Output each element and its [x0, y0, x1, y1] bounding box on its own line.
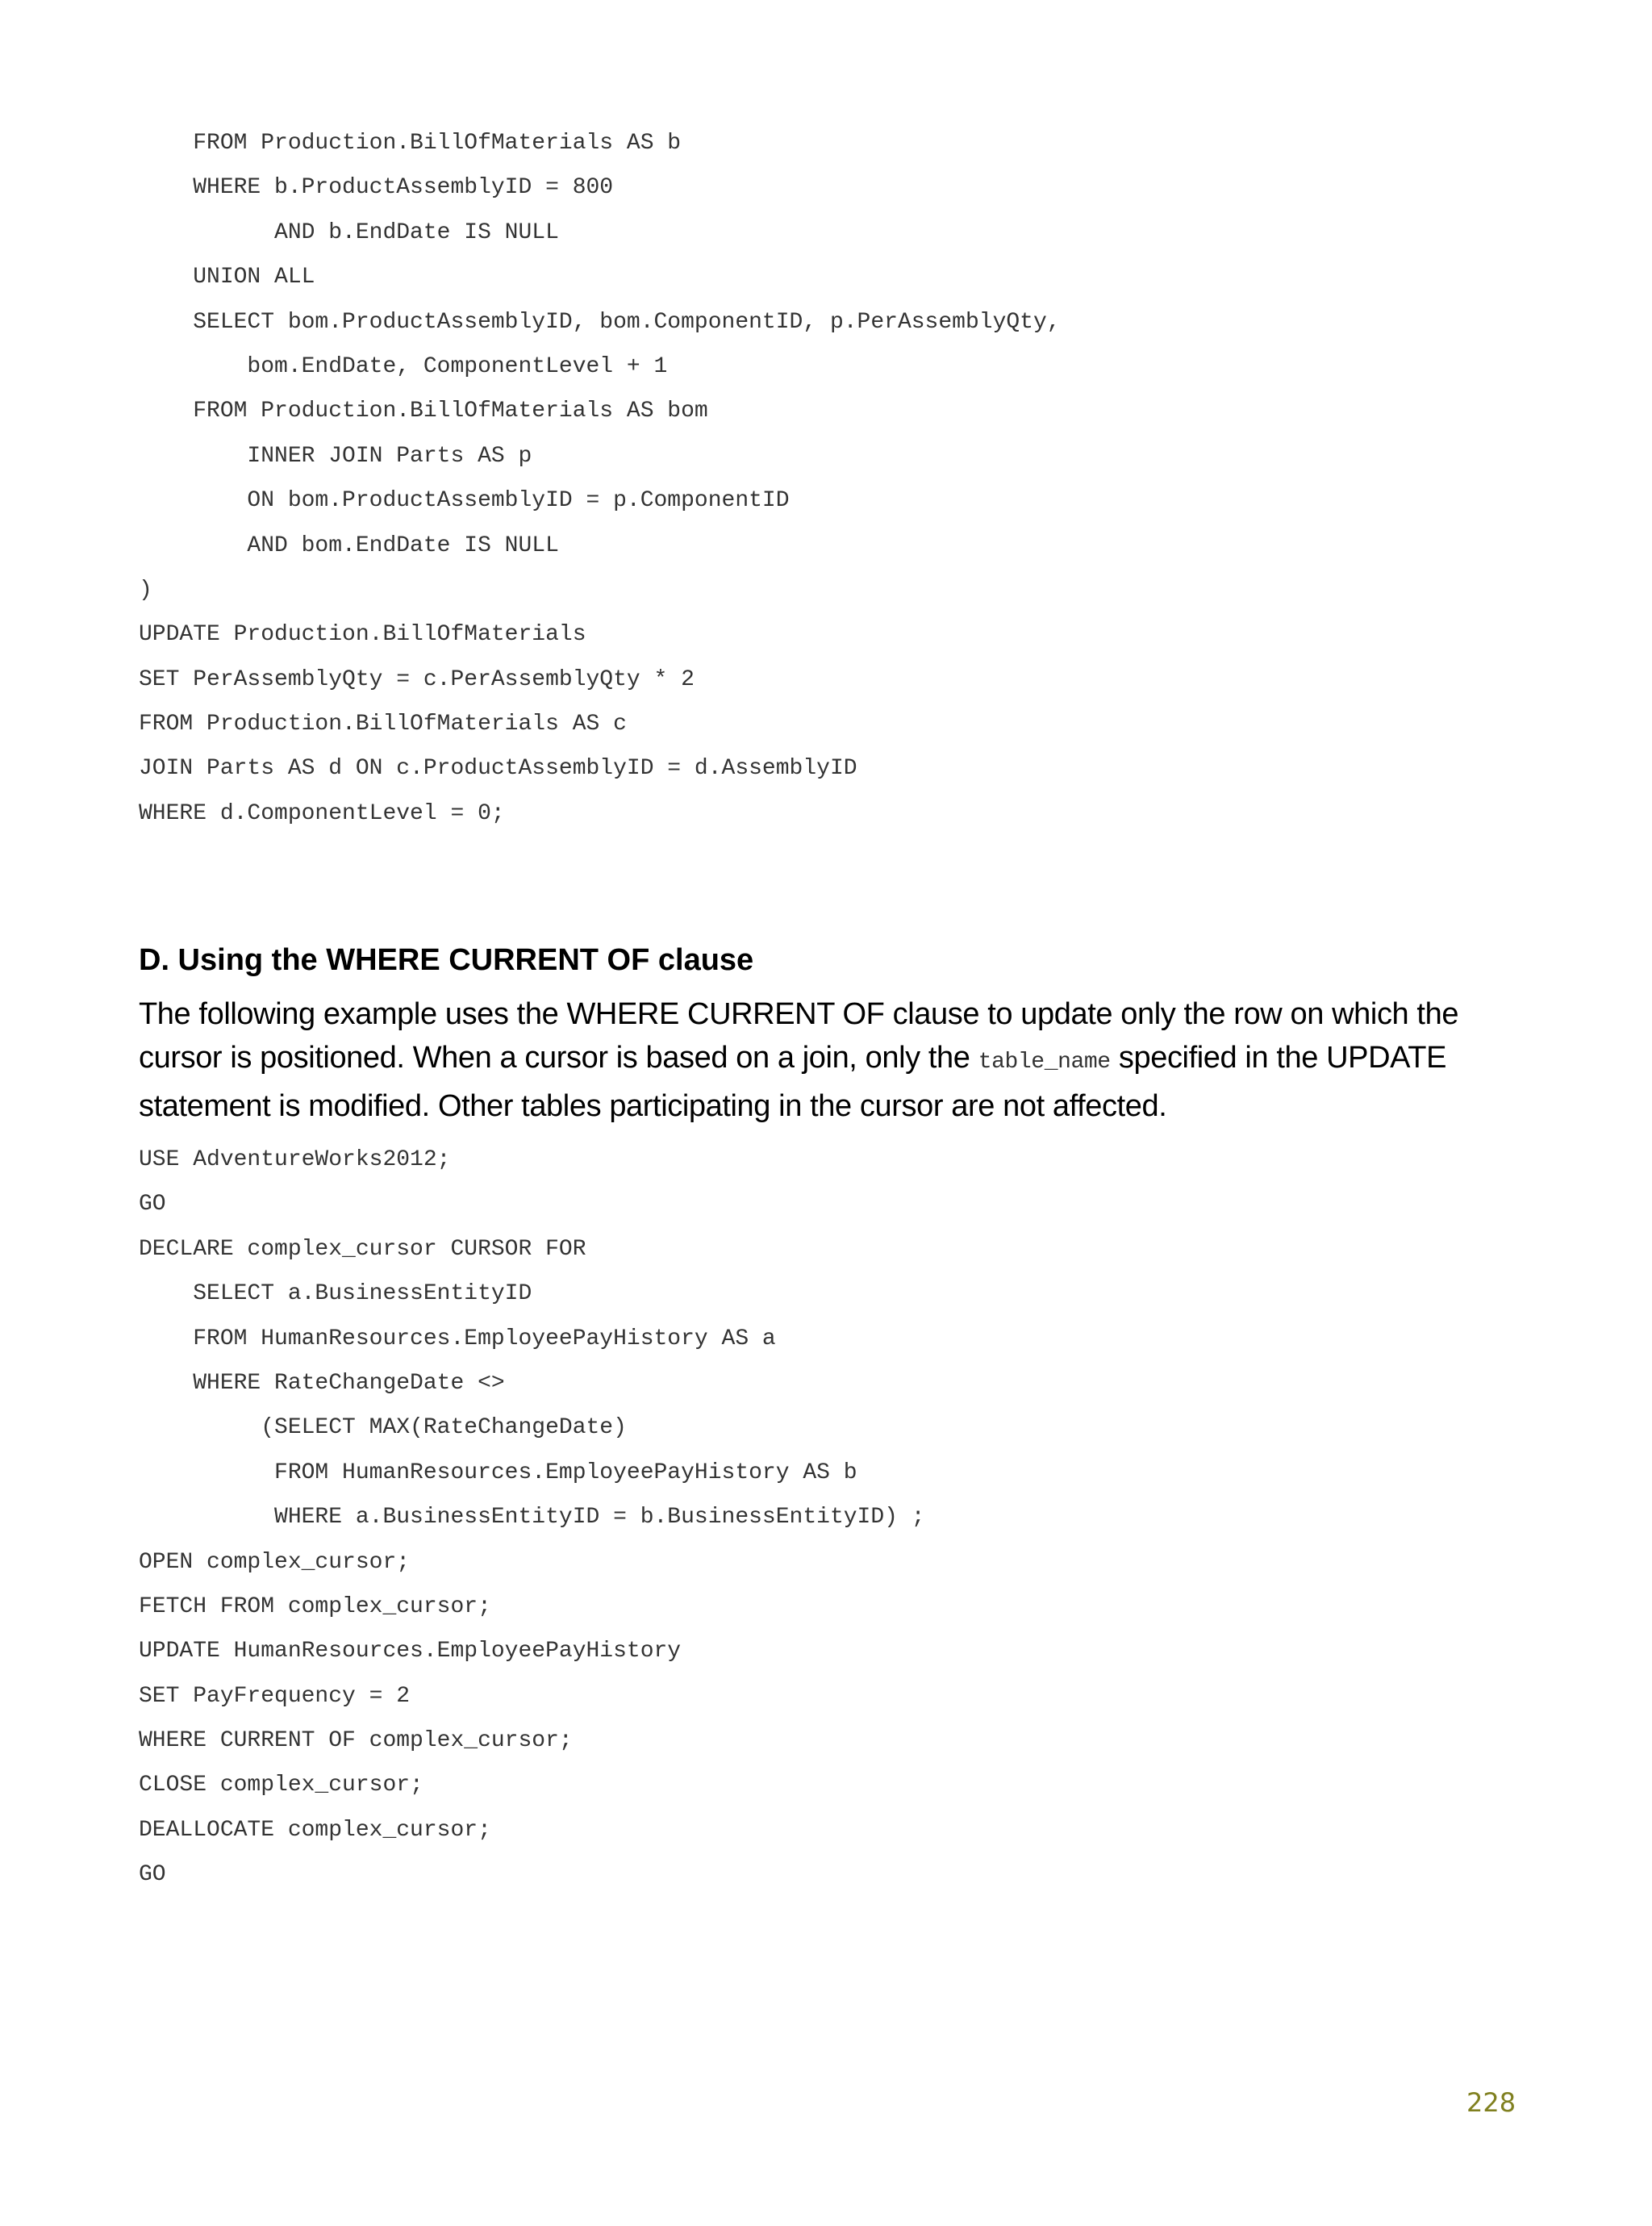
paragraph-text: The following example uses the WHERE CURRENT OF clause to update only the row on which the cursor is positioned. When a cursor is based on a join, only the — [139, 997, 1459, 1075]
code-line: ) — [139, 577, 152, 603]
code-line: OPEN complex_cursor; — [139, 1549, 411, 1575]
inline-code-table-name: table_name — [978, 1050, 1111, 1075]
code-line: (SELECT MAX(RateChangeDate) — [139, 1415, 627, 1441]
code-line: SET PerAssemblyQty = c.PerAssemblyQty * 2 — [139, 666, 695, 692]
code-line: WHERE a.BusinessEntityID = b.BusinessEntityID) ; — [139, 1505, 925, 1531]
code-line: FROM HumanResources.EmployeePayHistory AS b — [139, 1460, 857, 1485]
code-block-cursor-update — [139, 1138, 925, 1898]
code-line: AND bom.EndDate IS NULL — [139, 532, 559, 558]
code-line: FROM Production.BillOfMaterials AS b — [139, 131, 682, 156]
code-line: FROM Production.BillOfMaterials AS bom — [139, 399, 708, 424]
code-line: WHERE b.ProductAssemblyID = 800 — [139, 175, 614, 201]
code-line: bom.EndDate, ComponentLevel + 1 — [139, 353, 668, 379]
code-line: ON bom.ProductAssemblyID = p.ComponentID — [139, 488, 790, 514]
code-line: WHERE CURRENT OF complex_cursor; — [139, 1728, 573, 1754]
section-heading: D. Using the WHERE CURRENT OF clause — [139, 943, 754, 977]
code-line: USE AdventureWorks2012; — [139, 1147, 451, 1172]
code-line: AND b.EndDate IS NULL — [139, 219, 559, 245]
code-line: UNION ALL — [139, 265, 315, 290]
code-line: DECLARE complex_cursor CURSOR FOR — [139, 1236, 586, 1262]
code-line: JOIN Parts AS d ON c.ProductAssemblyID = d.AssemblyID — [139, 756, 857, 782]
code-line: SELECT bom.ProductAssemblyID, bom.ComponentID, p.PerAssemblyQty, — [139, 309, 1061, 335]
section-paragraph — [139, 992, 1526, 1128]
code-line: FROM Production.BillOfMaterials AS c — [139, 712, 627, 737]
code-line: UPDATE Production.BillOfMaterials — [139, 622, 586, 648]
code-line: UPDATE HumanResources.EmployeePayHistory — [139, 1639, 682, 1664]
code-line: DEALLOCATE complex_cursor; — [139, 1817, 491, 1843]
code-line: SET PayFrequency = 2 — [139, 1683, 411, 1709]
code-line: INNER JOIN Parts AS p — [139, 443, 532, 469]
code-line: WHERE RateChangeDate <> — [139, 1370, 505, 1396]
code-line: GO — [139, 1862, 166, 1888]
page-number: 228 — [1466, 2087, 1516, 2118]
code-line: SELECT a.BusinessEntityID — [139, 1281, 532, 1307]
code-block-cte-update — [139, 121, 1061, 836]
code-line: FETCH FROM complex_cursor; — [139, 1593, 491, 1619]
code-line: FROM HumanResources.EmployeePayHistory AS a — [139, 1326, 776, 1351]
paragraph-text: specified in the UPDATE statement is modified. Other tables participating in the cursor are not affected. — [139, 1041, 1447, 1123]
code-line: CLOSE complex_cursor; — [139, 1773, 423, 1798]
code-line: GO — [139, 1192, 166, 1217]
code-line: WHERE d.ComponentLevel = 0; — [139, 800, 505, 826]
